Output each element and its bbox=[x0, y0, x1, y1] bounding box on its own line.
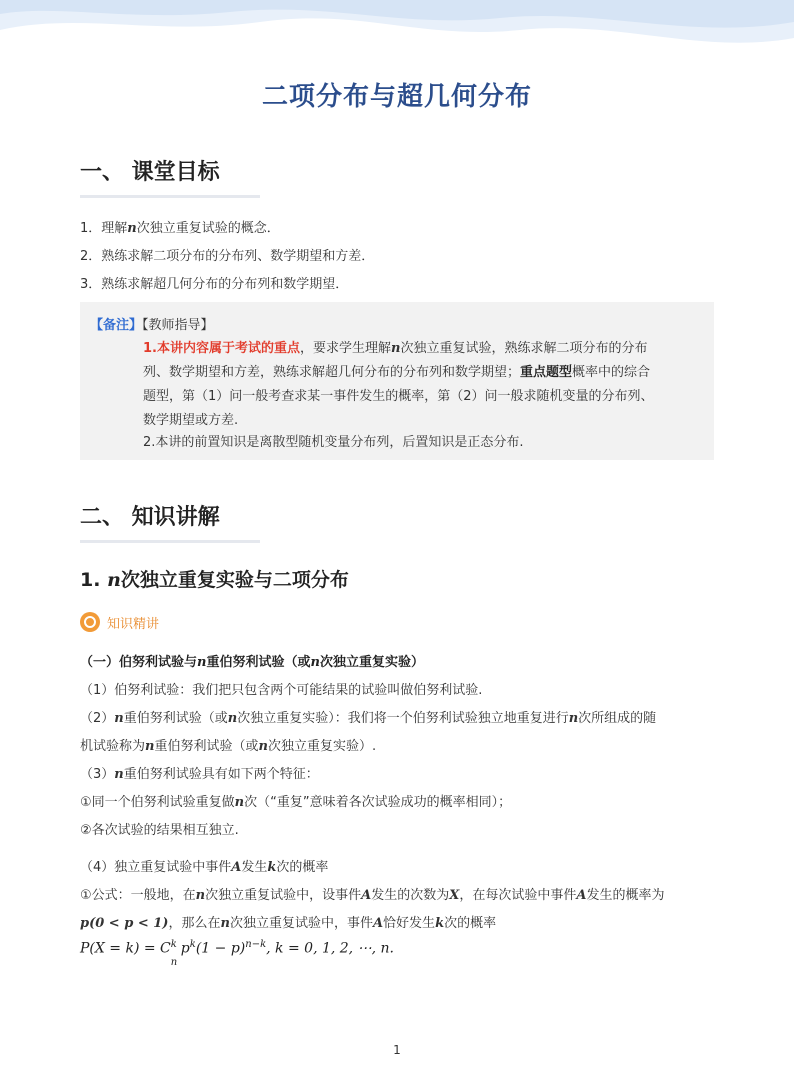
section-divider-2 bbox=[80, 540, 260, 543]
binomial-formula: P(X = k) = C k n $p^k(1 - p)^{n-k}$, k = 0, 1, 2, ⋯, n. bbox=[80, 938, 394, 968]
note-header bbox=[90, 314, 214, 333]
paragraph-3: （3）n重伯努利试验具有如下两个特征： bbox=[80, 767, 319, 782]
paragraph-4: （4）独立重复试验中事件A发生k次的概率 bbox=[80, 860, 329, 875]
goal-item-1: 1．理解n次独立重复试验的概念． bbox=[80, 221, 280, 236]
paragraph-2-cont: 机试验称为n重伯努利试验（或n次独立重复实验）. bbox=[80, 739, 377, 754]
lightbulb-icon bbox=[80, 612, 100, 632]
note-highlight: 本讲内容属于考试的重点 bbox=[156, 341, 300, 356]
formula-intro-cont: p(0 < p < 1)，那么在n次独立重复试验中，事件A恰好发生k次的概率 bbox=[80, 916, 497, 931]
note-line-3: 题型，第（1）问一般考查求某一事件发生的概率，第（2）问一般求随机变量的分布列、 bbox=[143, 389, 654, 404]
note-line-5: 2.本讲的前置知识是离散型随机变量分布列，后置知识是正态分布. bbox=[143, 435, 524, 450]
knowledge-label: 知识精讲 bbox=[107, 617, 160, 632]
page-number: 1 bbox=[393, 1043, 401, 1057]
note-title: 【教师指导】 bbox=[142, 318, 214, 333]
feature-2: ②各次试验的结果相互独立. bbox=[80, 823, 239, 838]
header-wave-decoration bbox=[0, 0, 794, 60]
paragraph-1: （1）伯努利试验：我们把只包含两个可能结果的试验叫做伯努利试验. bbox=[80, 683, 483, 698]
note-line-1: 1.本讲内容属于考试的重点，要求学生理解n次独立重复试验，熟练求解二项分布的分布 bbox=[143, 341, 648, 356]
feature-1: ①同一个伯努利试验重复做n次（“重复”意味着各次试验成功的概率相同）； bbox=[80, 795, 512, 810]
formula-intro: ①公式：一般地，在n次独立重复试验中，设事件A发生的次数为X，在每次试验中事件A发生的概率为 bbox=[80, 888, 665, 903]
section-heading-knowledge: 二、 知识讲解 bbox=[80, 505, 220, 530]
topic-heading: （一）伯努利试验与n重伯努利试验（或n次独立重复实验） bbox=[80, 655, 424, 670]
note-tag: 【备注】 bbox=[90, 318, 143, 333]
subsection-heading: 1. n次独立重复实验与二项分布 bbox=[80, 569, 349, 591]
section-divider bbox=[80, 195, 260, 198]
goal-item-2: 2．熟练求解二项分布的分布列、数学期望和方差． bbox=[80, 249, 375, 264]
paragraph-2: （2）n重伯努利试验（或n次独立重复实验）：我们将一个伯努利试验独立地重复进行n次所组成的随 bbox=[80, 711, 657, 726]
note-line-2: 列、数学期望和方差，熟练求解超几何分布的分布列和数学期望；重点题型概率中的综合 bbox=[143, 365, 651, 380]
teacher-note-box bbox=[80, 302, 714, 460]
section-heading-goals: 一、 课堂目标 bbox=[80, 160, 220, 185]
page-title: 二项分布与超几何分布 bbox=[261, 82, 532, 112]
note-line-4: 数学期望或方差. bbox=[143, 413, 239, 428]
goal-item-3: 3．熟练求解超几何分布的分布列和数学期望． bbox=[80, 277, 349, 292]
